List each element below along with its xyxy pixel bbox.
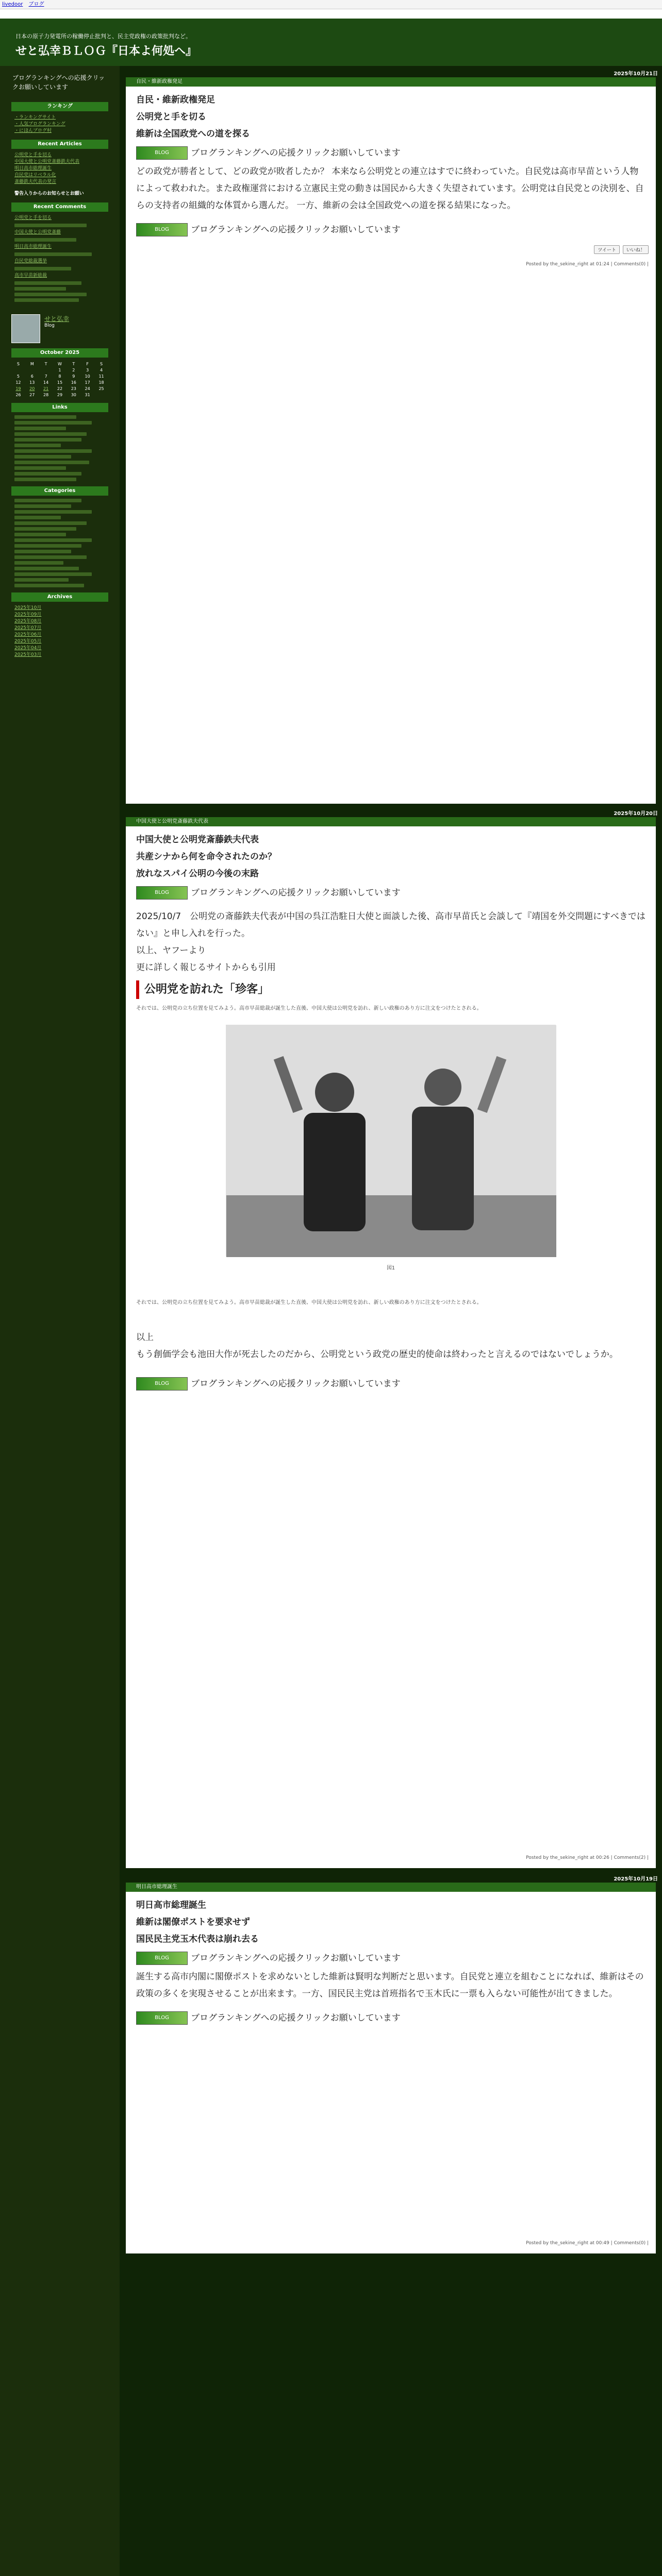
comment-link[interactable]: 公明党と手を切る	[14, 215, 52, 221]
cal-date-link[interactable]: 21	[43, 386, 49, 391]
comment-link[interactable]: 中国大使と公明党斎藤	[14, 230, 61, 235]
ranking-banner-icon[interactable]: BLOG	[136, 223, 188, 236]
news-photo	[226, 1025, 556, 1257]
cal-date: 18	[98, 380, 104, 385]
calendar-box	[11, 348, 108, 398]
post-date: 2025年10月19日	[614, 1876, 658, 1882]
ranking-box	[11, 102, 108, 134]
archive-link[interactable]: 2025年10月	[14, 605, 42, 611]
links-heading: Links	[11, 403, 108, 412]
cal-date	[94, 392, 108, 398]
cal-date: 12	[15, 380, 21, 385]
cal-date: 30	[71, 392, 76, 397]
comment-entry[interactable]	[14, 281, 81, 285]
comment-link[interactable]: 高市早苗新総裁	[14, 273, 47, 278]
calendar-heading: October 2025	[11, 348, 108, 358]
category-link[interactable]	[14, 533, 66, 536]
cal-day: M	[30, 361, 34, 366]
post-line: 国民民主党玉木代表は崩れ去る	[136, 1934, 259, 1944]
cal-day: S	[16, 361, 20, 366]
sidebar-link[interactable]	[14, 438, 81, 442]
sidebar-link[interactable]	[14, 444, 61, 447]
cal-date: 1	[58, 367, 61, 372]
ranking-banner-icon[interactable]: BLOG	[136, 2011, 188, 2025]
cal-date: 29	[57, 392, 63, 397]
comment-link[interactable]: 明日高市総理誕生	[14, 244, 52, 249]
photo-image	[226, 1025, 556, 1257]
quoted-text: それでは、公明党の立ち位置を見てみよう。高市早苗総裁が誕生した直後、中国大使は公明党を訪れ、新しい政権のあり方に注文をつけたとされる。	[136, 1006, 482, 1011]
sidebar-link[interactable]	[14, 461, 89, 464]
post	[126, 1883, 656, 2253]
news-more: 更に詳しく報じるサイトからも引用	[136, 962, 276, 973]
ranking-banner[interactable]	[136, 1948, 646, 1969]
post-footer[interactable]: Posted by the_sekine_right at 00:49 | Comments(0) |	[526, 2241, 649, 2246]
comment-entry[interactable]	[14, 298, 79, 302]
ranking-link[interactable]: ・ランキングサイト	[14, 115, 56, 120]
categories-box	[11, 486, 108, 587]
cal-date	[11, 367, 25, 373]
comment-entry[interactable]	[14, 293, 87, 296]
cal-day: T	[44, 361, 47, 366]
category-link[interactable]	[14, 550, 71, 553]
cal-date: 7	[44, 374, 47, 379]
cal-date: 8	[58, 374, 61, 379]
category-link[interactable]	[14, 572, 92, 576]
cal-date: 13	[29, 380, 35, 385]
sidebar-link[interactable]	[14, 421, 92, 425]
post-line: 放れなスパイ公明の今後の末路	[136, 869, 259, 879]
post-line: 公明党と手を切る	[136, 112, 206, 122]
comment-entry[interactable]	[14, 224, 87, 227]
top-toolbar	[0, 0, 662, 9]
cal-date: 23	[71, 386, 76, 391]
post-line: 自民・維新政権発足	[136, 95, 215, 105]
share-bar	[126, 245, 656, 254]
topbar-link[interactable]: livedoor	[2, 2, 23, 7]
cal-date	[39, 367, 53, 373]
sidebar-link[interactable]	[14, 415, 76, 419]
post-paragraph: 誕生する高市内閣に閣僚ポストを求めないとした維新は賢明な判断だと思います。自民党と連立を組むことになれば、維新はその政策の多くを実現させることが出来ます。一方、国民民主党は首班指名で玉木氏に一票も入らない可能性が出てきました。	[136, 1972, 644, 1999]
ranking-banner[interactable]	[136, 219, 646, 240]
cal-date: 14	[43, 380, 49, 385]
news-text: 2025/10/7 公明党の斎藤鉄夫代表が中国の呉江浩駐日大使と面談した後、高市早苗氏と会談して『靖国を外交問題にすべきではない』と申し入れを行った。	[136, 911, 646, 939]
ranking-banner[interactable]	[136, 1374, 646, 1394]
blog-title[interactable]: せと弘幸ＢＬＯＧ『日本よ何処へ』	[15, 45, 197, 58]
cal-date: 17	[85, 380, 90, 385]
category-link[interactable]	[14, 567, 79, 570]
topbar-link[interactable]: ブログ	[28, 2, 44, 7]
ranking-banner-icon[interactable]: BLOG	[136, 886, 188, 900]
category-link[interactable]	[14, 578, 69, 582]
archive-link[interactable]: 2025年06月	[14, 632, 42, 637]
recent-articles-heading: Recent Articles	[11, 140, 108, 149]
ranking-link[interactable]: ・にほんブログ村	[14, 128, 52, 133]
ranking-banner[interactable]	[136, 143, 646, 163]
sidebar-link[interactable]	[14, 455, 71, 459]
post-date: 2025年10月20日	[614, 811, 658, 817]
sidebar-link[interactable]	[14, 466, 66, 470]
post-line: 維新は全国政党への道を探る	[136, 129, 250, 139]
post-line: 中国大使と公明党斎藤鉄夫代表	[136, 835, 259, 845]
cal-date: 31	[85, 392, 90, 397]
blog-tagline: 日本の原子力発電所の稼働停止批判と、民主党政権の政策批判など。	[15, 33, 191, 40]
category-link[interactable]	[14, 521, 87, 525]
cal-date	[25, 367, 39, 373]
cal-date: 3	[86, 367, 89, 372]
section-heading: 公明党を訪れた「珍客」	[136, 980, 646, 999]
recent-article-link[interactable]: 公明党と手を切る	[14, 152, 52, 158]
blog-header	[0, 19, 662, 66]
banner-text[interactable]: ブログランキングへの応援クリックお願いしています	[191, 1378, 401, 1389]
recent-article-link[interactable]: 自民党はリベラル化	[14, 173, 56, 178]
comment-entry[interactable]	[14, 252, 92, 256]
archive-link[interactable]: 2025年09月	[14, 612, 42, 617]
cal-date: 25	[98, 386, 104, 391]
archives-heading: Archives	[11, 592, 108, 602]
category-link[interactable]	[14, 499, 81, 502]
sidebar-blurb: ブログランキングへの応援クリックお願いしています	[12, 74, 105, 91]
post-footer[interactable]: Posted by the_sekine_right at 00:26 | Comments(2) |	[526, 1855, 649, 1860]
profile-sub: Blog	[44, 323, 55, 328]
post-line: 維新は閣僚ポストを要求せず	[136, 1917, 250, 1927]
archive-link[interactable]: 2025年03月	[14, 652, 42, 657]
cal-date: 16	[71, 380, 76, 385]
post-category[interactable]: 明日高市総理誕生	[126, 1883, 656, 1892]
comment-entry[interactable]	[14, 238, 76, 242]
cal-date: 10	[85, 374, 90, 379]
sidebar-link[interactable]	[14, 472, 81, 476]
cal-date: 2	[72, 367, 75, 372]
cal-day: W	[57, 361, 62, 366]
post-after-label: 以上	[136, 1332, 154, 1343]
profile-name[interactable]: せと弘幸	[44, 315, 70, 323]
cal-date: 5	[16, 374, 20, 379]
ranking-link[interactable]: ・人気ブログランキング	[14, 122, 65, 127]
cal-date-link[interactable]: 19	[15, 386, 21, 391]
notice-box	[11, 191, 108, 197]
category-link[interactable]	[14, 510, 92, 514]
calendar	[11, 361, 108, 398]
recent-articles-box	[11, 140, 108, 185]
ranking-heading: ランキング	[11, 102, 108, 111]
cal-date: 24	[85, 386, 90, 391]
category-link[interactable]	[14, 504, 71, 508]
cal-day: S	[100, 361, 103, 366]
cal-date: 28	[43, 392, 49, 397]
sidebar-link[interactable]	[14, 432, 87, 436]
links-box	[11, 403, 108, 481]
comment-entry[interactable]	[14, 267, 71, 270]
cal-date: 27	[29, 392, 35, 397]
profile-box	[11, 314, 108, 343]
cal-date: 11	[98, 374, 104, 379]
post-paragraph: どの政党が勝者として、どの政党が敗者したか？ 本来なら公明党との連立はすでに終わっていた。自民党は高市早苗という人物によって救われた。また政権運営における立憲民主党の動きは国民から大きく失望されています。公明党は自民党との決別を、自らの支持者の組織的な体質から選んだ。 一方、維新の会は全国政党への道を探る結果になった。	[136, 166, 644, 211]
photo-caption: 図1	[386, 1265, 395, 1271]
tweet-button[interactable]: ツイート	[594, 245, 620, 254]
post-after-body: もう創価学会も池田大作が死去したのだから、公明党という政党の歴史的使命は終わったと言えるのではないでしょうか。	[136, 1349, 618, 1360]
comment-link[interactable]: 自民党総裁選挙	[14, 259, 47, 264]
cal-date: 22	[57, 386, 63, 391]
main-content	[120, 66, 662, 2576]
archive-link[interactable]: 2025年05月	[14, 639, 42, 644]
post-date: 2025年10月21日	[614, 71, 658, 77]
sidebar-link[interactable]	[14, 427, 66, 430]
archives-box	[11, 592, 108, 658]
cal-date: 26	[15, 392, 21, 397]
post-line: 共産シナから何を命令されたのか？	[136, 852, 276, 862]
banner-text[interactable]: ブログランキングへの応援クリックお願いしています	[191, 224, 401, 235]
archive-link[interactable]: 2025年07月	[14, 625, 42, 631]
quoted-text: それでは、公明党の立ち位置を見てみよう。高市早苗総裁が誕生した直後、中国大使は公明党を訪れ、新しい政権のあり方に注文をつけたとされる。	[136, 1300, 482, 1306]
recent-comments-heading: Recent Comments	[11, 202, 108, 212]
ranking-banner-icon[interactable]: BLOG	[136, 146, 188, 160]
ranking-banner-icon[interactable]: BLOG	[136, 1952, 188, 1965]
category-link[interactable]	[14, 561, 63, 565]
sidebar-link[interactable]	[14, 478, 76, 481]
cal-day: T	[72, 361, 75, 366]
post	[126, 77, 656, 804]
avatar[interactable]	[11, 314, 40, 343]
recent-article-link[interactable]: 中国大使と公明党斎藤鉄夫代表	[14, 159, 80, 164]
archive-link[interactable]: 2025年08月	[14, 619, 42, 624]
banner-text[interactable]: ブログランキングへの応援クリックお願いしています	[191, 2012, 401, 2023]
category-link[interactable]	[14, 584, 84, 587]
cal-date: 6	[30, 374, 34, 379]
banner-text[interactable]: ブログランキングへの応援クリックお願いしています	[191, 1953, 401, 1963]
cal-date: 9	[72, 374, 75, 379]
post-line: 明日高市総理誕生	[136, 1900, 206, 1910]
recent-article-link[interactable]: 明日高市総理誕生	[14, 166, 52, 171]
cal-day: F	[86, 361, 89, 366]
notice-text[interactable]: 警告入りからのお知らせとお願い	[14, 191, 84, 196]
category-link[interactable]	[14, 516, 61, 519]
post-category[interactable]: 中国大使と公明党斎藤鉄夫代表	[126, 817, 656, 826]
like-button[interactable]: いいね！	[623, 245, 649, 254]
sidebar	[0, 66, 120, 2576]
post	[126, 817, 656, 1868]
news-source: 以上、ヤフーより	[136, 945, 206, 956]
cal-date: 15	[57, 380, 63, 385]
ranking-banner[interactable]	[136, 883, 646, 903]
ranking-banner[interactable]	[136, 2008, 646, 2028]
category-link[interactable]	[14, 555, 87, 559]
post-footer[interactable]: Posted by the_sekine_right at 01:24 | Comments(0) |	[526, 262, 649, 267]
banner-text[interactable]: ブログランキングへの応援クリックお願いしています	[191, 147, 401, 158]
ranking-banner-icon[interactable]: BLOG	[136, 1377, 188, 1391]
sidebar-link[interactable]	[14, 449, 92, 453]
categories-heading: Categories	[11, 486, 108, 496]
category-link[interactable]	[14, 544, 81, 548]
recent-article-link[interactable]: 斎藤鉄夫代表の発言	[14, 179, 57, 184]
recent-comments-box	[11, 202, 108, 302]
archive-link[interactable]: 2025年04月	[14, 646, 42, 651]
comment-entry[interactable]	[14, 287, 66, 291]
cal-date: 4	[100, 367, 103, 372]
category-link[interactable]	[14, 538, 92, 542]
cal-date-link[interactable]: 20	[29, 386, 35, 391]
banner-text[interactable]: ブログランキングへの応援クリックお願いしています	[191, 887, 401, 898]
category-link[interactable]	[14, 527, 76, 531]
post-category[interactable]: 自民・維新政権発足	[126, 77, 656, 87]
